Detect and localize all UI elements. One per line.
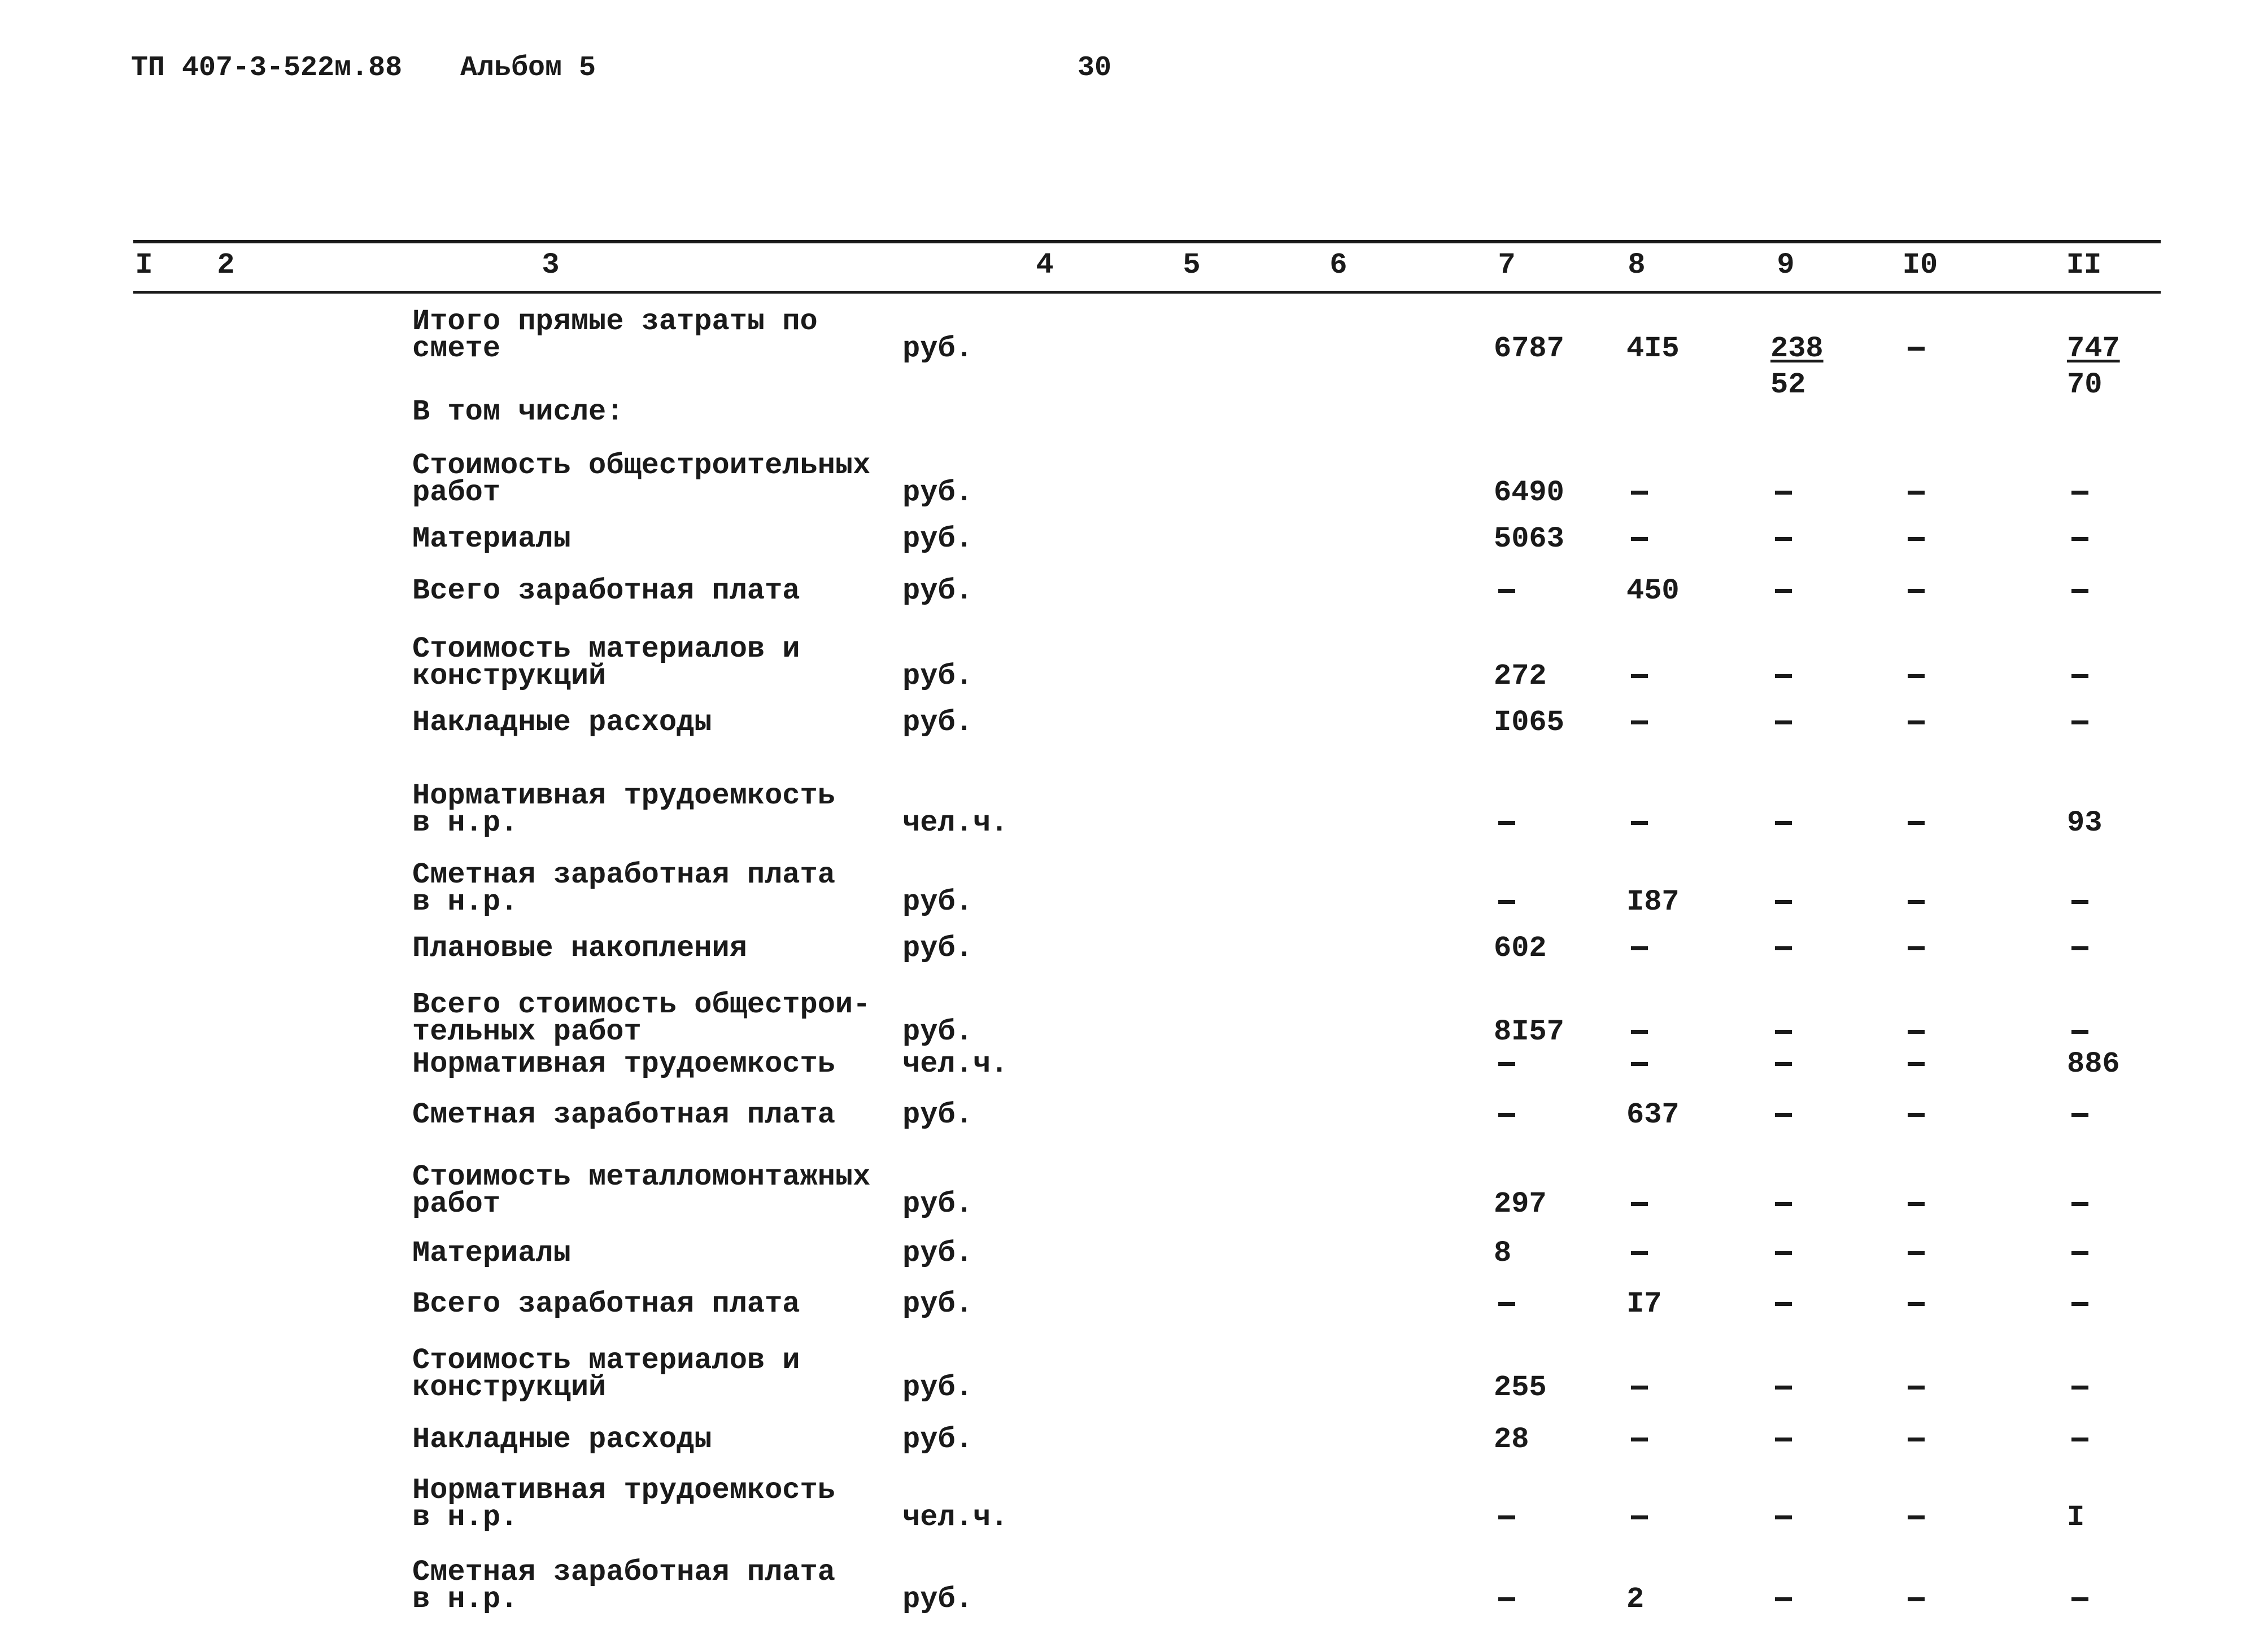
row-6-c11: [2071, 662, 2088, 691]
row-9-c10: [1908, 888, 1925, 916]
row-13-unit: руб.: [902, 1098, 973, 1131]
row-8-c11: 93: [2067, 806, 2103, 840]
row-1-description: смете: [412, 332, 501, 365]
row-16-unit: руб.: [902, 1287, 973, 1321]
dash: [1631, 674, 1648, 678]
row-3-unit: руб.: [902, 476, 973, 509]
row-8-c10: [1908, 809, 1925, 837]
row-8-description: Нормативная трудоемкость: [412, 779, 835, 812]
row-15-c9: [1775, 1239, 1792, 1268]
row-12-c10: [1908, 1050, 1925, 1078]
dash: [1908, 1438, 1925, 1441]
page-number: 30: [1078, 52, 1112, 84]
row-15-c10: [1908, 1239, 1925, 1268]
column-number-9: 9: [1777, 248, 1795, 282]
row-7-c11: [2071, 709, 2088, 737]
column-number-8: 8: [1628, 248, 1646, 282]
column-number-7: 7: [1498, 248, 1516, 282]
dash: [1908, 491, 1925, 495]
row-5-c11: [2071, 577, 2088, 605]
dash: [2071, 1113, 2088, 1117]
dash: [1775, 821, 1792, 825]
row-14-description: работ: [412, 1187, 501, 1221]
row-9-c9: [1775, 888, 1792, 916]
dash: [1775, 1386, 1792, 1390]
row-4-c7: 5063: [1494, 522, 1564, 556]
row-12-c7: [1498, 1050, 1515, 1078]
dash: [1775, 674, 1792, 678]
row-16-c9: [1775, 1290, 1792, 1318]
dash: [1775, 1597, 1792, 1601]
dash: [2071, 1302, 2088, 1306]
row-14-description: Стоимость металломонтажных: [412, 1160, 871, 1194]
row-3-c8: [1631, 479, 1648, 507]
row-14-c10: [1908, 1190, 1925, 1218]
dash: [1631, 1202, 1648, 1206]
dash: [1631, 1251, 1648, 1255]
row-18-c10: [1908, 1426, 1925, 1454]
dash: [2071, 1597, 2088, 1601]
row-11-c9: [1775, 1018, 1792, 1046]
row-17-c8: [1631, 1374, 1648, 1402]
row-10-c9: [1775, 934, 1792, 963]
dash: [1908, 347, 1925, 351]
dash: [2071, 1386, 2088, 1390]
dash: [1775, 1062, 1792, 1066]
column-number-2: 2: [217, 248, 235, 282]
column-number-10: I0: [1902, 248, 1938, 282]
row-20-description: Сметная заработная плата: [412, 1556, 835, 1589]
row-6-description: конструкций: [412, 659, 607, 693]
dash: [1908, 946, 1925, 950]
dash: [1908, 1113, 1925, 1117]
column-number-5: 5: [1183, 248, 1201, 282]
dash: [1631, 491, 1648, 495]
column-number-11: II: [2066, 248, 2102, 282]
dash: [2071, 1251, 2088, 1255]
row-13-c11: [2071, 1101, 2088, 1129]
dash: [1908, 1251, 1925, 1255]
dash: [1775, 900, 1792, 904]
dash: [1775, 1202, 1792, 1206]
dash: [1775, 720, 1792, 724]
row-11-c7: 8I57: [1494, 1015, 1564, 1048]
row-10-unit: руб.: [902, 932, 973, 965]
dash: [1631, 946, 1648, 950]
dash: [1631, 1062, 1648, 1066]
row-11-description: Всего стоимость общестрои-: [412, 988, 871, 1021]
dash: [1908, 1386, 1925, 1390]
table-top-rule: [133, 240, 2161, 243]
column-number-3: 3: [542, 248, 560, 282]
row-15-description: Материалы: [412, 1237, 571, 1270]
dash: [1775, 1251, 1792, 1255]
row-1-description: Итого прямые затраты по: [412, 305, 818, 338]
row-3-description: Стоимость общестроительных: [412, 449, 871, 482]
row-4-c10: [1908, 525, 1925, 553]
dash: [1498, 1597, 1515, 1601]
dash: [1908, 1062, 1925, 1066]
row-7-c9: [1775, 709, 1792, 737]
dash: [1775, 589, 1792, 593]
row-16-c10: [1908, 1290, 1925, 1318]
album-label: Альбом 5: [460, 52, 596, 84]
row-5-unit: руб.: [902, 574, 973, 608]
row-1-c7: 6787: [1494, 332, 1564, 365]
row-8-c9: [1775, 809, 1792, 837]
row-19-description: в н.р.: [412, 1501, 518, 1534]
row-17-description: Стоимость материалов и: [412, 1344, 800, 1377]
row-6-c10: [1908, 662, 1925, 691]
dash: [1908, 537, 1925, 541]
row-17-c9: [1775, 1374, 1792, 1402]
dash: [2071, 720, 2088, 724]
row-16-c11: [2071, 1290, 2088, 1318]
row-1-c10: [1908, 335, 1925, 363]
row-4-unit: руб.: [902, 522, 973, 556]
row-4-c11: [2071, 525, 2088, 553]
dash: [1631, 1386, 1648, 1390]
row-9-description: Сметная заработная плата: [412, 858, 835, 892]
dash: [1908, 821, 1925, 825]
row-13-c8: 637: [1626, 1098, 1680, 1131]
row-14-c7: 297: [1494, 1187, 1547, 1221]
row-15-c8: [1631, 1239, 1648, 1268]
dash: [1908, 589, 1925, 593]
dash: [2071, 1030, 2088, 1034]
row-3-c11: [2071, 479, 2088, 507]
row-20-c9: [1775, 1585, 1792, 1614]
row-8-description: в н.р.: [412, 806, 518, 840]
row-18-c9: [1775, 1426, 1792, 1454]
row-18-description: Накладные расходы: [412, 1423, 712, 1456]
row-10-description: Плановые накопления: [412, 932, 747, 965]
row-10-c10: [1908, 934, 1925, 963]
row-4-c8: [1631, 525, 1648, 553]
dash: [1631, 720, 1648, 724]
row-1-c8: 4I5: [1626, 332, 1680, 365]
row-9-unit: руб.: [902, 885, 973, 919]
dash: [1775, 946, 1792, 950]
row-12-unit: чел.ч.: [902, 1047, 1009, 1081]
row-3-c7: 6490: [1494, 476, 1564, 509]
dash: [1498, 1113, 1515, 1117]
row-1-c9-denominator: 52: [1770, 368, 1806, 401]
row-19-c10: [1908, 1504, 1925, 1532]
dash: [1775, 1030, 1792, 1034]
row-16-c8: I7: [1626, 1287, 1662, 1321]
dash: [1498, 589, 1515, 593]
table-header-rule: [133, 291, 2161, 294]
row-17-c7: 255: [1494, 1371, 1547, 1404]
row-6-unit: руб.: [902, 659, 973, 693]
row-5-c10: [1908, 577, 1925, 605]
row-14-c8: [1631, 1190, 1648, 1218]
dash: [1631, 1030, 1648, 1034]
dash: [1498, 900, 1515, 904]
row-13-c7: [1498, 1101, 1515, 1129]
dash: [1908, 1515, 1925, 1519]
row-8-c8: [1631, 809, 1648, 837]
row-20-c11: [2071, 1585, 2088, 1614]
dash: [2071, 946, 2088, 950]
row-11-c8: [1631, 1018, 1648, 1046]
row-13-c10: [1908, 1101, 1925, 1129]
row-20-c8: 2: [1626, 1583, 1645, 1616]
dash: [1498, 1302, 1515, 1306]
row-19-description: Нормативная трудоемкость: [412, 1474, 835, 1507]
row-5-c9: [1775, 577, 1792, 605]
row-7-c8: [1631, 709, 1648, 737]
row-8-unit: чел.ч.: [902, 806, 1009, 840]
row-18-c8: [1631, 1426, 1648, 1454]
row-19-c9: [1775, 1504, 1792, 1532]
row-18-c7: 28: [1494, 1423, 1529, 1456]
dash: [1775, 537, 1792, 541]
row-5-c7: [1498, 577, 1515, 605]
row-9-description: в н.р.: [412, 885, 518, 919]
dash: [1908, 1302, 1925, 1306]
row-8-c7: [1498, 809, 1515, 837]
row-1-c11-numerator: 747: [2067, 332, 2120, 365]
row-20-c10: [1908, 1585, 1925, 1614]
row-16-c7: [1498, 1290, 1515, 1318]
row-20-description: в н.р.: [412, 1583, 518, 1616]
row-14-c9: [1775, 1190, 1792, 1218]
dash: [2071, 1202, 2088, 1206]
row-1-unit: руб.: [902, 332, 973, 365]
row-17-c10: [1908, 1374, 1925, 1402]
row-20-unit: руб.: [902, 1583, 973, 1616]
row-4-description: Материалы: [412, 522, 571, 556]
row-11-c10: [1908, 1018, 1925, 1046]
row-9-c8: I87: [1626, 885, 1680, 919]
row-7-c7: I065: [1494, 706, 1564, 739]
dash: [1775, 1438, 1792, 1441]
row-1-c9-numerator: 238: [1770, 332, 1824, 365]
row-15-c11: [2071, 1239, 2088, 1268]
row-3-description: работ: [412, 476, 501, 509]
dash: [1908, 1030, 1925, 1034]
dash: [2071, 1438, 2088, 1441]
row-11-unit: руб.: [902, 1015, 973, 1048]
row-9-c7: [1498, 888, 1515, 916]
row-14-unit: руб.: [902, 1187, 973, 1221]
row-12-c8: [1631, 1050, 1648, 1078]
row-6-c9: [1775, 662, 1792, 691]
dash: [2071, 491, 2088, 495]
row-6-c8: [1631, 662, 1648, 691]
row-16-description: Всего заработная плата: [412, 1287, 800, 1321]
row-18-c11: [2071, 1426, 2088, 1454]
dash: [1498, 821, 1515, 825]
row-10-c7: 602: [1494, 932, 1547, 965]
row-10-c8: [1631, 934, 1648, 963]
row-11-description: тельных работ: [412, 1015, 642, 1048]
dash: [1775, 1302, 1792, 1306]
row-18-unit: руб.: [902, 1423, 973, 1456]
row-5-description: Всего заработная плата: [412, 574, 800, 608]
dash: [1498, 1062, 1515, 1066]
dash: [1908, 1202, 1925, 1206]
row-6-description: Стоимость материалов и: [412, 632, 800, 666]
row-12-description: Нормативная трудоемкость: [412, 1047, 835, 1081]
row-3-c9: [1775, 479, 1792, 507]
row-19-c8: [1631, 1504, 1648, 1532]
dash: [1631, 537, 1648, 541]
row-10-c11: [2071, 934, 2088, 963]
row-7-description: Накладные расходы: [412, 706, 712, 739]
dash: [1631, 1515, 1648, 1519]
row-19-c7: [1498, 1504, 1515, 1532]
row-15-unit: руб.: [902, 1237, 973, 1270]
dash: [1775, 491, 1792, 495]
row-2-description: В том числе:: [412, 395, 624, 429]
row-14-c11: [2071, 1190, 2088, 1218]
column-number-1: I: [135, 248, 153, 282]
row-17-description: конструкций: [412, 1371, 607, 1404]
row-15-c7: 8: [1494, 1237, 1512, 1270]
row-6-c7: 272: [1494, 659, 1547, 693]
row-19-unit: чел.ч.: [902, 1501, 1009, 1534]
dash: [2071, 900, 2088, 904]
dash: [1908, 900, 1925, 904]
row-7-unit: руб.: [902, 706, 973, 739]
dash: [1775, 1113, 1792, 1117]
dash: [1775, 1515, 1792, 1519]
column-number-6: 6: [1329, 248, 1347, 282]
row-11-c11: [2071, 1018, 2088, 1046]
row-7-c10: [1908, 709, 1925, 737]
row-17-unit: руб.: [902, 1371, 973, 1404]
dash: [1908, 674, 1925, 678]
row-3-c10: [1908, 479, 1925, 507]
dash: [2071, 589, 2088, 593]
row-1-c11-denominator: 70: [2067, 368, 2103, 401]
row-13-description: Сметная заработная плата: [412, 1098, 835, 1131]
row-9-c11: [2071, 888, 2088, 916]
row-20-c7: [1498, 1585, 1515, 1614]
dash: [1498, 1515, 1515, 1519]
row-19-c11: I: [2067, 1501, 2085, 1534]
row-12-c9: [1775, 1050, 1792, 1078]
row-5-c8: 450: [1626, 574, 1680, 608]
dash: [1631, 1438, 1648, 1441]
dash: [1631, 821, 1648, 825]
dash: [2071, 674, 2088, 678]
row-12-c11: 886: [2067, 1047, 2120, 1081]
document-code: ТП 407-3-522м.88: [131, 52, 403, 84]
row-4-c9: [1775, 525, 1792, 553]
dash: [2071, 537, 2088, 541]
column-number-4: 4: [1036, 248, 1054, 282]
row-13-c9: [1775, 1101, 1792, 1129]
dash: [1908, 1597, 1925, 1601]
dash: [1908, 720, 1925, 724]
row-17-c11: [2071, 1374, 2088, 1402]
